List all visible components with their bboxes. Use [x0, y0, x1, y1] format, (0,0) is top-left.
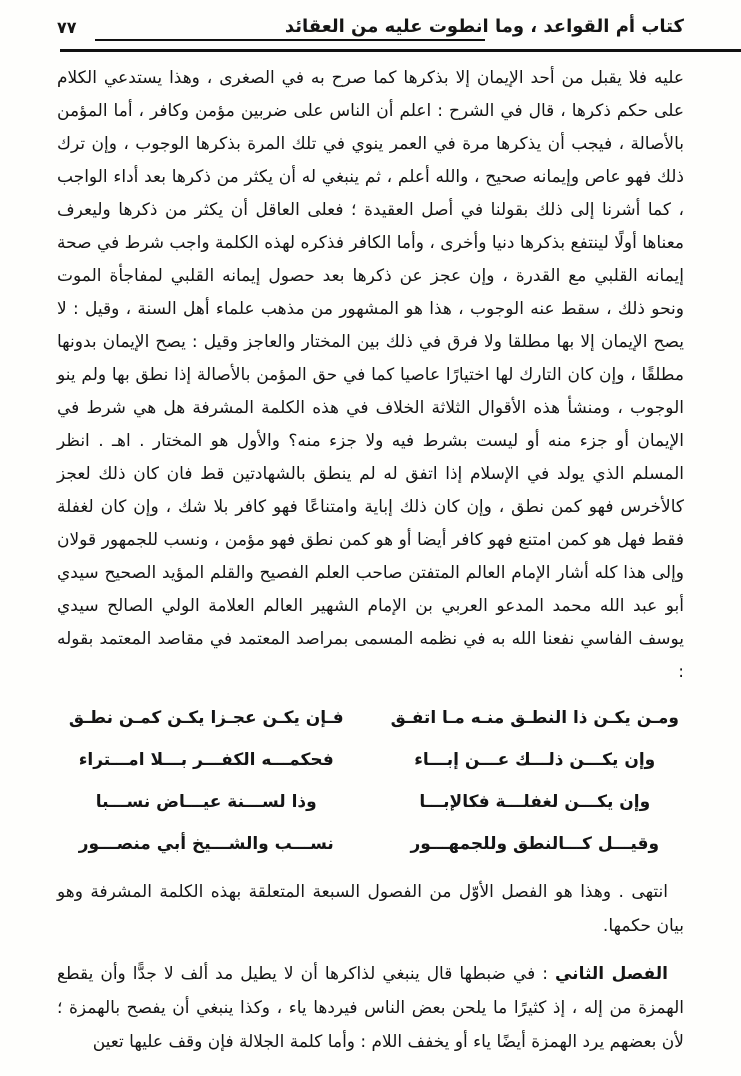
hemistich-first: وقيـــل كـــالنطق وللجمهـــور [410, 833, 660, 854]
body-text [0, 54, 741, 1059]
header-rule-thin [95, 39, 485, 41]
poem [59, 697, 682, 865]
page-header [0, 0, 741, 54]
poem-verse-2 [59, 739, 682, 781]
chapter-two-heading: الفصل الثاني [554, 964, 669, 984]
chapter-two-text: : في ضبطها قال ينبغي لذاكرها أن لا يطيل مد ألف لا جدًّا وأن يقطع الهمزة من إله ، إذ كثيرًا ما يلحن بعض الناس فيردها ياء ، وكذا ينبغي أن يفصح بالهمزة ؛ لأن بعضهم يرد الهمزة أيضًا ياء أو يخفف اللام : وأما كلمة الجلالة فإن وقف عليها تعين [57, 964, 684, 1052]
poem-verse-3 [59, 781, 682, 823]
hemistich-first: وإن يكـــن لغفلـــة فكالإبـــا [419, 791, 651, 812]
poem-verse-4 [59, 823, 682, 865]
page-number: ٧٧ [57, 18, 77, 37]
header-rule-thick [60, 49, 741, 52]
hemistich-second: فـإن يكـن عجـزا يكـن كمـن نطـق [68, 707, 344, 728]
paragraph-conclusion: انتهى . وهذا هو الفصل الأوّل من الفصول السبعة المتعلقة بهذه الكلمة المشرفة وهو بيان حكمها. [57, 882, 684, 936]
hemistich-second: فحكمـــه الكفـــر بـــلا امـــتراء [78, 749, 334, 770]
hemistich-first: ومـن يكـن ذا النطـق منـه مـا اتفـق [390, 707, 679, 728]
hemistich-second: وذا لســـنة عيـــاض نســـبا [95, 791, 317, 812]
paragraph-chapter-two [57, 957, 684, 1059]
hemistich-second: نســـب والشـــيخ أبي منصـــور [78, 833, 334, 854]
poem-verse-1 [59, 697, 682, 739]
book-title: كتاب أم القواعد ، وما انطوت عليه من العقائد [284, 16, 684, 37]
paragraph-continuation: عليه فلا يقبل من أحد الإيمان إلا بذكرها كما صرح به في الصغرى ، وهذا يستدعي الكلام على حكم ذكرها ، قال في الشرح : اعلم أن الناس على ضربين مؤمن وكافر ، أما المؤمن بالأصالة ، فيجب أن يذكرها مرة في العمر ينوي في تلك المرة بذكرها الوجوب ، وإن ترك ذلك فهو عاص وإيمانه صحيح ، والله أعلم ، ثم ينبغي له أن يكثر من ذكرها بعد أداء الواجب ، كما أشرنا إلى ذلك بقولنا في أصل العقيدة ؛ فعلى العاقل أن يكثر من ذكرها وليعرف معناها أولًا لينتفع بذكرها دنيا وأخرى ، وأما الكافر فذكره لهذه الكلمة واجب شرط في صحة إيمانه القلبي مع القدرة ، وإن عجز عن ذكرها بعد حصول إيمانه القلبي لمفاجأة الموت ونحو ذلك ، سقط عنه الوجوب ، هذا هو المشهور من مذهب علماء أهل السنة ، وقيل : لا يصح الإيمان إلا بها مطلقا ولا فرق في ذلك بين المختار والعاجز وقيل : يصح الإيمان بدونها مطلقًا ، وإن كان التارك لها اختيارًا عاصيا كما في حق المؤمن بالأصالة إذا نطق بها ولم ينو الوجوب ، ومنشأ هذه الأقوال الثلاثة الخلاف في هذه الكلمة المشرفة هل هي شرط في الإيمان أو جزء منه أو ليست بشرط فيه ولا جزء منه؟ والأول هو المختار . اهـ . انظر المسلم الذي يولد في الإسلام إذا اتفق له لم ينطق بالشهادتين قط فان كان ذلك لعجز كالأخرس فهو كمن نطق ، وإن كان ذلك إباية وامتناعًا فهو كافر بلا شك ، وإن كان لغفلة فقط فهل هو كمن امتنع فهو كافر أيضا أو هو كمن نطق فهو مؤمن ، ونسب للجمهور قولان وإلى هذا كله أشار الإمام العالم المتفتن صاحب العلم الفصيح والقلم المؤيد الصحيح سيدي أبو عبد الله محمد المدعو العربي بن الإمام الشهير العالم العلامة الولي الصالح سيدي يوسف الفاسي نفعنا الله به في نظمه المسمى بمراصد المعتمد في مقاصد المعتمد بقوله : [57, 68, 684, 682]
hemistich-first: وإن يكـــن ذلـــك عـــن إبـــاء [414, 749, 656, 770]
